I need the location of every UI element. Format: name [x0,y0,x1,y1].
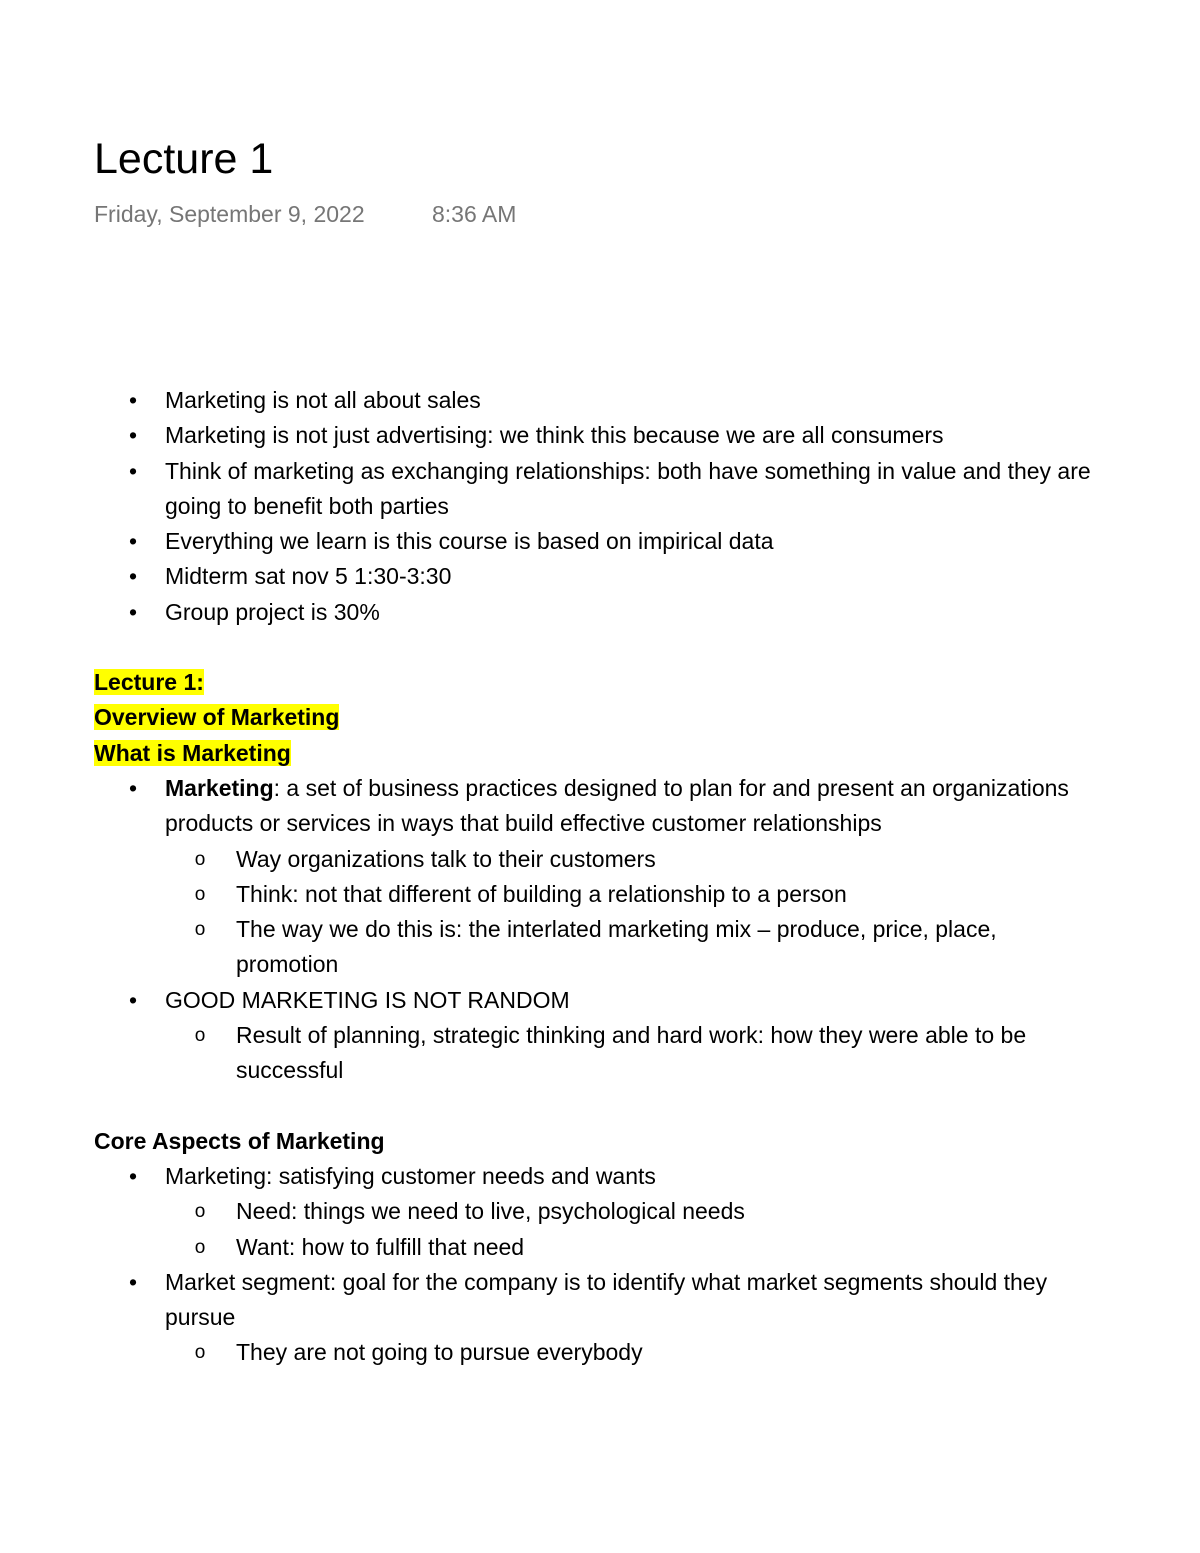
note-time: 8:36 AM [432,201,517,227]
sub-bullet-icon: o [194,1342,206,1364]
note-body [94,383,1104,1371]
heading-line: Lecture 1: [94,669,204,696]
bullet-icon: • [128,457,138,484]
term-marketing: Marketing [165,774,274,801]
sub-bullet-icon: o [194,883,206,905]
list-item: • Everything we learn is this course is based on impirical data [94,524,1104,559]
list-item: • Midterm sat nov 5 1:30-3:30 [94,559,1104,594]
sub-bullet-icon: o [194,1236,206,1258]
sub-bullet-icon: o [194,848,206,870]
list-item: • Group project is 30% [94,595,1104,630]
note-date: Friday, September 9, 2022 [94,201,365,227]
sub-list [165,1194,1104,1265]
bullet-icon: • [128,1162,138,1189]
sub-bullet-icon: o [194,1025,206,1047]
overview-list [94,771,1104,1089]
sub-list-item: o Result of planning, strategic thinking and hard work: how they were able to be successful [165,1018,1104,1089]
sub-list [165,1018,1104,1089]
bullet-icon: • [128,563,138,590]
sub-list [165,842,1104,983]
bullet-icon: • [128,528,138,555]
sub-list-item: o Way organizations talk to their customers [165,842,1104,877]
list-item: • Market segment: goal for the company is to identify what market segments should they pursue o They are not going to pursue everybody [94,1265,1104,1371]
list-item: • Marketing: satisfying customer needs and wants o Need: things we need to live, psychological needs o Want: how to fulfill that need [94,1159,1104,1265]
list-item: • Marketing: a set of business practices designed to plan for and present an organizations products or services in ways that build effective customer relationships o Way organizations talk to their customers o Think: not that different of building a relationship to a person o The way we do this is: the interlated marketing mix – produce, price, place, promotion [94,771,1104,983]
bullet-icon: • [128,598,138,625]
bullet-icon: • [128,774,138,801]
sub-bullet-icon: o [194,1201,206,1223]
core-aspects-list [94,1159,1104,1371]
bullet-icon: • [128,986,138,1013]
sub-list [165,1335,1104,1370]
page-title: Lecture 1 [94,135,274,183]
heading-line: Overview of Marketing [94,704,340,731]
sub-list-item: o Want: how to fulfill that need [165,1230,1104,1265]
sub-list-item: o Need: things we need to live, psychological needs [165,1194,1104,1229]
bullet-icon: • [128,387,138,413]
list-item: • Marketing is not just advertising: we think this because we are all consumers [94,418,1104,453]
section-heading-overview [94,665,1104,771]
bullet-icon: • [128,422,138,449]
sub-bullet-icon: o [194,919,206,941]
heading-line: What is Marketing [94,739,291,766]
bullet-icon: • [128,1268,138,1295]
sub-list-item: o They are not going to pursue everybody [165,1335,1104,1370]
section-heading-core-aspects: Core Aspects of Marketing [94,1127,385,1154]
list-item: • GOOD MARKETING IS NOT RANDOM o Result of planning, strategic thinking and hard work: how they were able to be successful [94,983,1104,1089]
list-item: • Think of marketing as exchanging relationships: both have something in value and they are going to benefit both parties [94,454,1104,525]
list-item: • Marketing is not all about sales [94,383,1104,418]
intro-list [94,383,1104,630]
sub-list-item: o Think: not that different of building a relationship to a person [165,877,1104,912]
sub-list-item: o The way we do this is: the interlated marketing mix – produce, price, place, promotion [165,912,1104,983]
